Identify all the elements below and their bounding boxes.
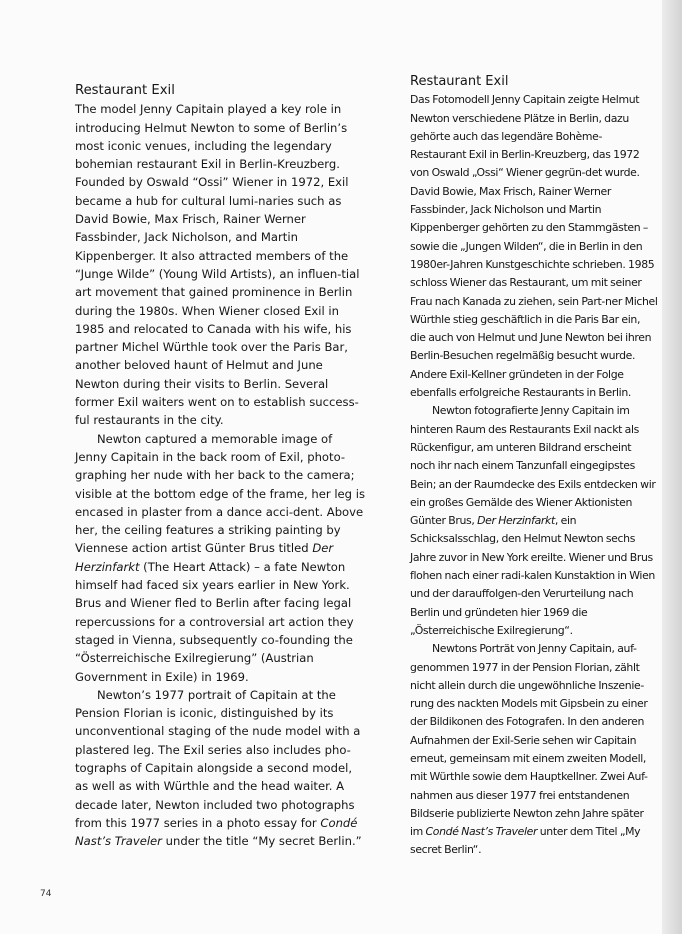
german-heading: Restaurant Exil [410,74,509,89]
english-paragraph-2-end: (The Heart Attack) – a fate Newton himself had faced six years earlier in New York. Brus and Wiener fled to Berlin after facing legal repercussions for a controversial art action they staged in Vienna, subsequently co-founding the “Österreichische Exilregierung” (Austrian Government in Exile) in 1969. [75,559,354,684]
german-artwork-title: Der Herzinfarkt [477,514,555,528]
english-artwork-title: Der Herzinfarkt [75,541,334,574]
english-heading: Restaurant Exil [75,83,175,98]
german-column [410,73,658,860]
english-paragraph-2-start: Newton captured a memorable image of Jenny Capitain in the back room of Exil, photo-graphing her nude with her back to the camera; visible at the bottom edge of the frame, her leg is encased in plaster from a dance acci-dent. Above her, the ceiling features a striking painting by Viennese action artist Günter Brus titled [75,431,365,556]
german-paragraph-1: Das Fotomodell Jenny Capitain zeigte Helmut Newton verschiedene Plätze in Berlin, dazu gehörte auch das legendäre Bohème-Restaurant Exil in Berlin-Kreuzberg, das 1972 von Oswald „Ossi“ Wiener gegrün-det wurde. David Bowie, Max Frisch, Rainer Werner Fassbinder, Jack Nicholson und Martin Kippenberger gehörten zu den Stammgästen – sowie die „Jungen Wilden“, die in Berlin in den 1980er-Jahren Kunstgeschichte schrieben. 1985 schloss Wiener das Restaurant, um mit seiner Frau nach Kanada zu ziehen, sein Part-ner Michel Würthle stieg geschäftlich in die Paris Bar ein, die auch von Helmut und June Newton bei ihren Berlin-Besuchen regelmäßig besucht wurde. Andere Exil-Kellner gründeten in der Folge ebenfalls erfolgreiche Restaurants in Berlin. [410,93,658,400]
german-paragraph-2 [410,402,658,640]
german-paragraph-2-end: , ein Schicksalsschlag, den Helmut Newton sechs Jahre zuvor in New York ereilte. Wiener und Brus flohen nach einer radi-kalen Kunstaktion in Wien und der darauffolgen-den Verurteilung nach Berlin und gründeten hier 1969 die „Österreichische Exilregierung“. [410,514,655,637]
page-edge-shadow [662,0,682,934]
german-paragraph-2-start: Newton fotografierte Jenny Capitain im hinteren Raum des Restaurants Exil nackt als Rückenfigur, am unteren Bildrand erscheint noch ihr nach einem Tanzunfall eingegipstes Bein; an der Raumdecke des Exils entdecken wir ein großes Gemälde des Wiener Aktionisten Günter Brus, [410,404,656,528]
english-paragraph-3-end: under the title “My secret Berlin.” [161,834,362,849]
english-paragraph-3-start: Newton’s 1977 portrait of Capitain at the Pension Florian is iconic, distinguished by its unconventional staging of the nude model with a plastered leg. The Exil series also includes pho-tographs of Capitain alongside a second model, as well as with Würthle and the head waiter. A decade later, Newton included two photographs from this 1977 series in a photo essay for [75,687,361,830]
english-magazine-title: Condé Nast’s Traveler [75,815,358,849]
german-magazine-title: Condé Nast’s Traveler [425,825,538,839]
german-paragraph-3-end: unter dem Titel „My secret Berlin“. [410,825,641,857]
english-paragraph-3 [75,686,367,851]
german-paragraph-3 [410,640,658,860]
german-paragraph-3-start: Newtons Porträt von Jenny Capitain, auf-genommen 1977 in der Pension Florian, zählt nicht allein durch die ungewöhnliche Inszenie-rung des nackten Models mit Gipsbein zu einer der Bildikonen des Fotografen. In den anderen Aufnahmen der Exil-Serie sehen wir Capitain erneut, gemeinsam mit einem zweiten Modell, mit Würthle sowie dem Hauptkellner. Zwei Auf-nahmen aus dieser 1977 frei entstandenen Bildserie publizierte Newton zehn Jahre später im [410,642,648,839]
page-number: 74 [40,889,52,899]
english-paragraph-1: The model Jenny Capitain played a key role in introducing Helmut Newton to some of Berlin’s most iconic venues, including the legendary bohemian restaurant Exil in Berlin-Kreuzberg. Founded by Oswald “Ossi” Wiener in 1972, Exil became a hub for cultural lumi-naries such as David Bowie, Max Frisch, Rainer Werner Fassbinder, Jack Nicholson, and Martin Kippenberger. It also attracted members of the “Junge Wilde” (Young Wild Artists), an influen-tial art movement that gained prominence in Berlin during the 1980s. When Wiener closed Exil in 1985 and relocated to Canada with his wife, his partner Michel Würthle took over the Paris Bar, another beloved haunt of Helmut and June Newton during their visits to Berlin. Several former Exil waiters went on to establish success-ful restaurants in the city. [75,102,360,428]
english-column [75,82,367,850]
english-paragraph-2 [75,430,367,686]
